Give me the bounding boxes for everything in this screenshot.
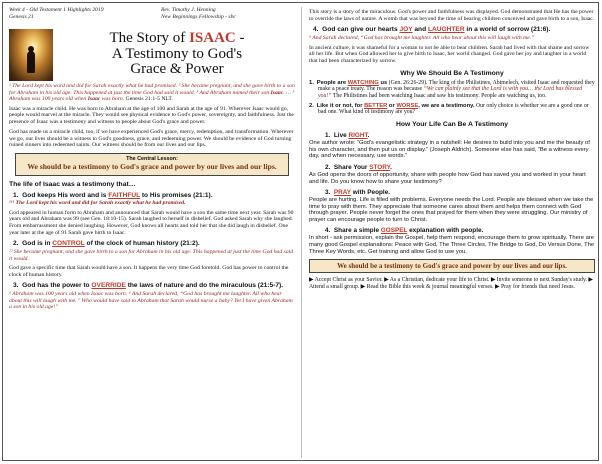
how-item-text: As God opens the doors of opportunity, share with people how God has saved you and worked in your heart and life. Do you know how to share your testimony? xyxy=(309,171,586,185)
point-verse: ²² She became pregnant, and she gave birth to a son for Abraham in his old age. This happened at just the time God had said it would. xyxy=(9,249,294,262)
how-item-text: In short - ask permission, explain the Gospel, help them respond, encourage them to grow spiritually. There are many good Gospel explanations: Peace with God, The Three Circles, The Bridge to God, Do Versus Done, The Three Key Words, etc. Get training and allow God to use you. xyxy=(309,235,595,255)
intro-paragraph: God has made us a miracle child, too, if we have experienced God's grace, mercy, redemption, and transformation. Wherever we go, our lives should be a witness to God's goodness, grace, and redeeming power. We should be evidence of God turning ruined sinners into redeemed saints. Our witness should be from our lives and our lips. xyxy=(9,128,294,149)
header-right: Rev. Timothy J. Henning New Beginnings Fellowship - sbc xyxy=(161,7,236,20)
intro-paragraph: Isaac was a miracle child. He was born to Abraham at the age of 100 and Sarah at the age of 91. Wherever Isaac would go, people would marvel at the miracle. They would see physical evidence to God's power, sovereignty, and faithfulness. Just the presence of Isaac was a testimony and witness to people about God's grace and power. xyxy=(9,105,294,126)
point-body: In ancient culture, it was shameful for a woman to not be able to bear children. Sarah had lived with that shame and sorrow all her life. But when God allowed her to give birth to Isaac, her world changed. God gave her joy and laughter in a world that had been characterized by sorrow. xyxy=(309,44,590,64)
right-column xyxy=(309,3,595,461)
bulletin-sheet xyxy=(2,2,599,461)
left-column xyxy=(9,3,295,461)
point-body: God gave a specific time that Sarah would have a son. It happens the very time God foretold. God has power to control the clock of human history. xyxy=(9,265,289,278)
point-verse: ⁵ Abraham was 100 years old when Isaac was born. ⁶ And Sarah declared, “God has brought me laughter. All who hear about this will laugh with me. ⁷ Who would have said to Abraham that Sarah would nurse a baby? Yet I have given Abraham a son in his old age!” xyxy=(9,291,293,310)
response-actions: ▶ Accept Christ as your Savior. ▶ As a Christian, dedicate your life to Christ. ▶ Invite someone to next Sunday's study. ▶ Attend a small group. ▶ Read the Bible this week & journal meaningful verses. ▶ Pray for friends that need Jesus. xyxy=(309,277,593,291)
point-heading: 1. God keeps His word and is FAITHFUL to His promises (21:1). xyxy=(13,191,213,199)
sunrise-figure-image xyxy=(9,29,53,81)
intro-scripture: ¹ The Lord kept his word and did for Sarah exactly what he had promised. ² She became pregnant, and she gave birth to a son for Abraham in his old age. This happened at just the time God had said it would. ³ And Abraham named their son Isaac. … ⁵ Abraham was 100 years old when Isaac was born. Genesis 21:1-5 NLT. xyxy=(9,83,295,103)
section-heading: The life of Isaac was a testimony that… xyxy=(9,180,136,188)
right-intro-paragraph: This story is a story of the miraculous. God's power and faithfulness was displayed. God demonstrated that He has the power to override the laws of nature. A womb that was beyond the time of bearing children conceived and gave birth to a son, Isaac. xyxy=(309,9,595,22)
closing-statement-box: We should be a testimony to God's grace and power by our lives and our lips. xyxy=(309,259,595,273)
header-left: Week 4 - Old Testament 1 Highlights 2019 Genesis 21 xyxy=(9,7,104,20)
title-block xyxy=(9,29,295,81)
point-heading: 3. God has the power to OVERRIDE the laws of nature and do the miraculous (21:5-7). xyxy=(13,282,284,290)
why-heading: Why We Should Be A Testimony xyxy=(400,69,504,77)
how-item-heading: 2. Share Your STORY. xyxy=(325,163,392,171)
how-item-heading: 1. Live RIGHT. xyxy=(325,132,370,140)
why-item: 1. People are WATCHING us (Gen. 26:26-29). The king of the Philistines, Abimelech, visited Isaac and requested they make a peace treaty. The reason was because “We can plainly see that the Lord is with you… the Lord has blessed you!” The Philistines had been watching Isaac and saw his testimony. People are watching us, too. xyxy=(309,79,595,100)
how-item-text: One author wrote: “God's evangelistic strategy in a nutshell: He desires to build into you and me the beauty of his own character, and then put us on display.” (Joseph Aldrich). Someone else has said, “Be a witness every day, and when necessary, use words.” xyxy=(309,140,590,160)
how-heading: How Your Life Can Be A Testimony xyxy=(395,121,509,129)
how-item-text: People are hurting. Life is filled with problems. Everyone needs the Lord. People are blessed when we take the time to pray with them. They appreciate that someone cares about them and helps them connect with God through prayer. People never forget the ones that prayed for them when they were struggling. Our ministry of prayer can encourage people to turn to Christ. xyxy=(309,197,594,223)
how-item-heading: 3. PRAY with People. xyxy=(325,189,391,197)
point-body: God appeared in human form to Abraham and announced that Sarah would have a son the same time next year. Sarah was 90 years old and Abraham was 99 (see Gen. 18:10-15). Sarah laughed to herself in disbelief. God asked Sarah why she laughed. From embarrassment she denied laughing. However, God knows all hearts and told her that she did laugh in disbelief. One year later at the age of 91 Sarah gave birth to Isaac. xyxy=(9,209,294,236)
central-lesson-box: The Central Lesson: We should be a testimony to God's grace and power by our lives and our lips. xyxy=(15,153,289,176)
column-divider xyxy=(301,7,302,458)
point-verse: ⁶ And Sarah declared, “God has brought me laughter. All who hear about this will laugh with me.” xyxy=(309,35,535,41)
point-verse: ¹¹¹ The Lord kept his word and did for Sarah exactly what he had promised. xyxy=(9,200,186,207)
point-heading: 4. God can give our hearts JOY and LAUGHTER in a world of sorrow (21:6). xyxy=(313,26,551,34)
how-item-heading: 4. Share a simple GOSPEL explanation with people. xyxy=(325,227,484,235)
why-item: 2. Like it or not, for BETTER or WORSE, we are a testimony. Our only choice is whether we are a good one or bad one. What kind of testimony are you? xyxy=(309,102,589,116)
point-heading: 2. God is in CONTROL of the clock of human history (21:2). xyxy=(13,240,200,248)
page-title: The Story of ISAAC - A Testimony to God's Grace & Power xyxy=(109,30,245,77)
page-header xyxy=(9,7,295,31)
